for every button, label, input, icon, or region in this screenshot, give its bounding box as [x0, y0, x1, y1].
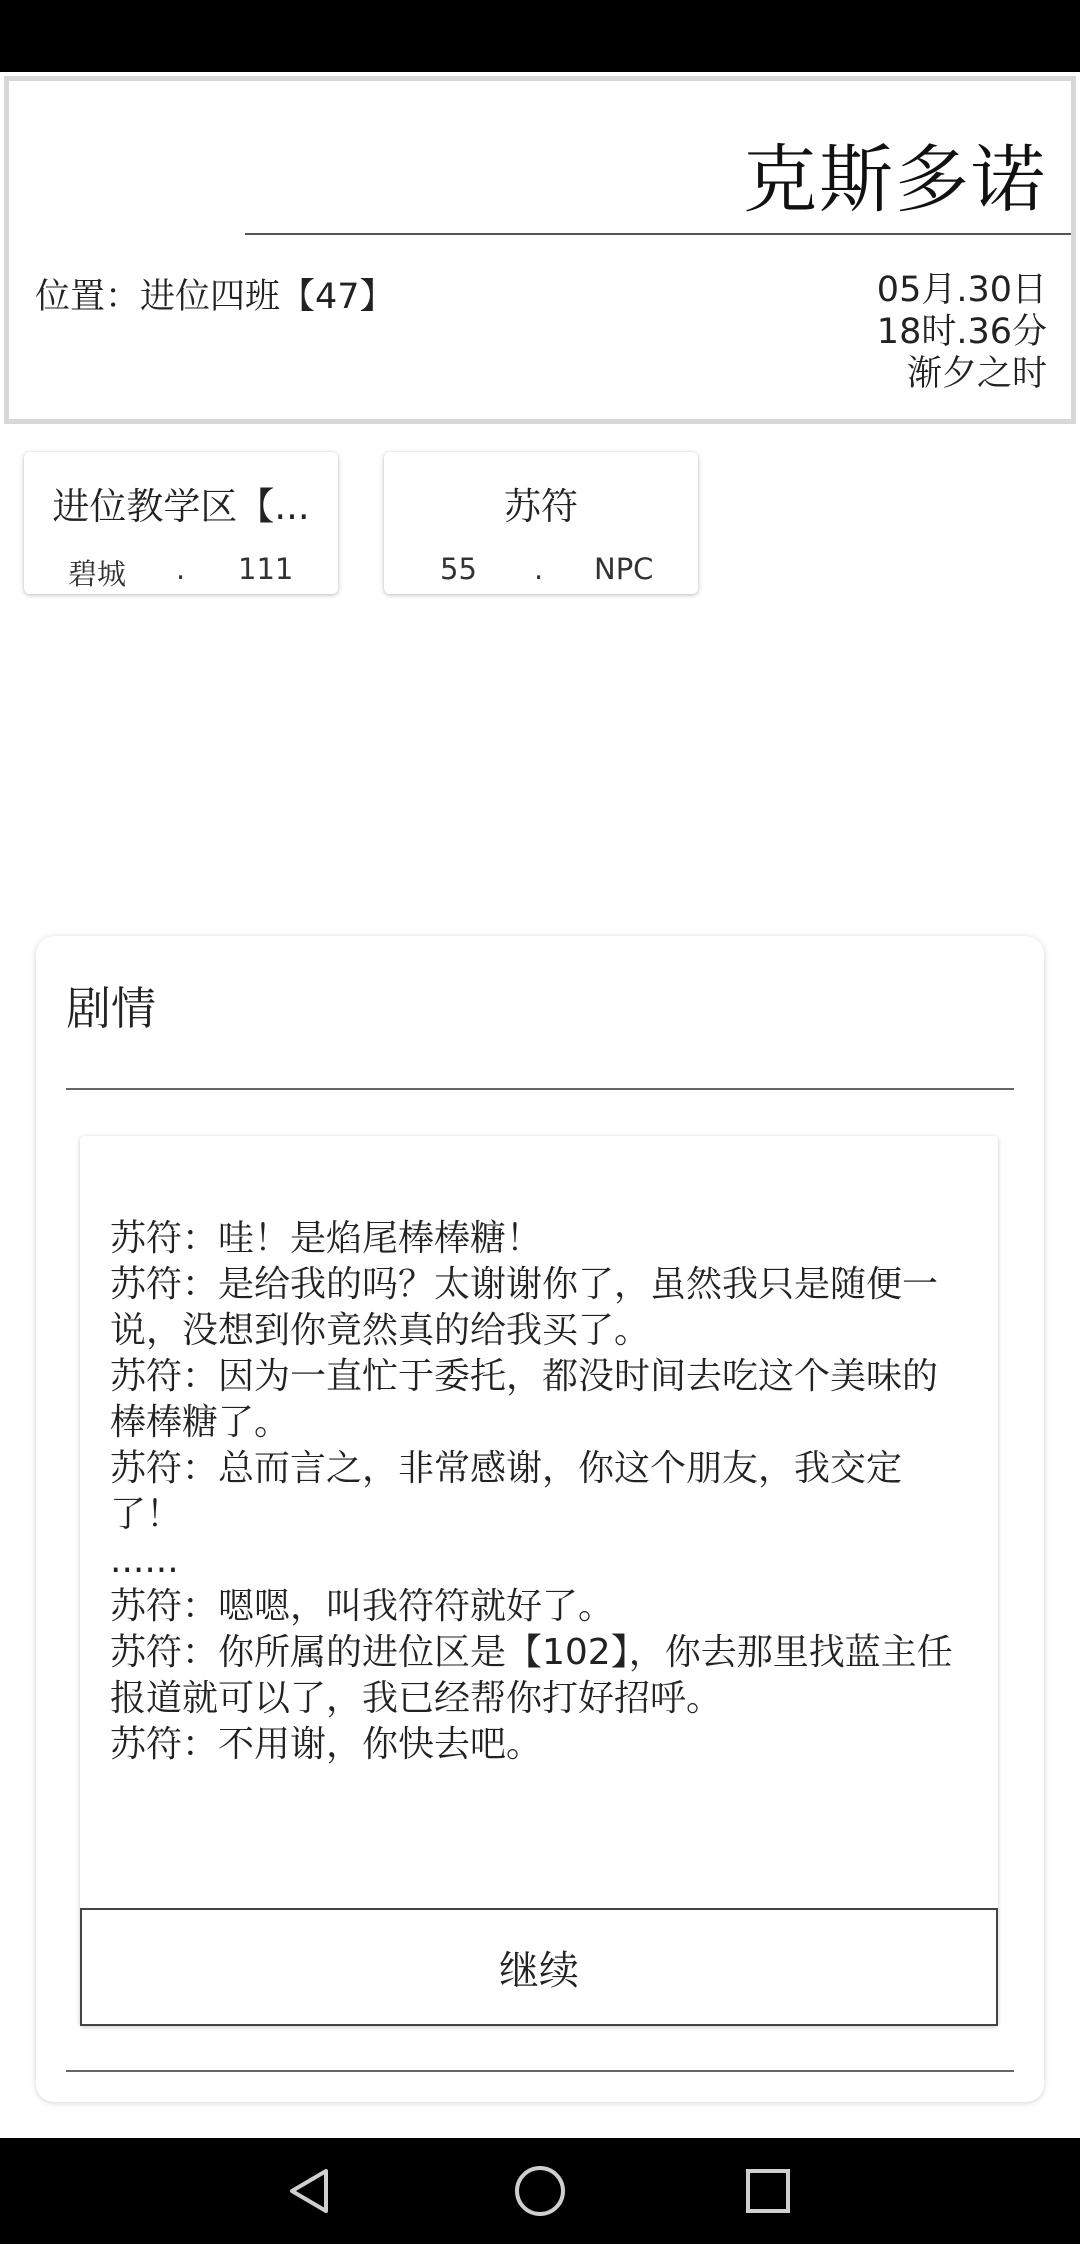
- home-button[interactable]: [480, 2138, 600, 2244]
- home-circle-icon: [512, 2163, 568, 2219]
- title-divider: [245, 233, 1071, 235]
- location-card[interactable]: [24, 452, 338, 594]
- recents-square-icon: [743, 2166, 793, 2216]
- story-divider-top: [66, 1088, 1014, 1090]
- card-stat-separator: .: [534, 552, 544, 586]
- dialogue-box[interactable]: [80, 1136, 998, 2026]
- card-name: 进位教学区【...: [52, 485, 310, 528]
- dialogue-line: 苏符：你所属的进位区是【102】，你去那里找蓝主任报道就可以了，我已经帮你打好招呼。: [110, 1632, 953, 1719]
- card-name: 苏符: [504, 485, 578, 528]
- dialogue-line: ......: [110, 1540, 179, 1581]
- period-label: 渐夕之时: [906, 354, 1047, 394]
- story-title: 剧情: [66, 982, 157, 1035]
- story-divider-bottom: [66, 2070, 1014, 2072]
- datetime-block: [877, 269, 1047, 395]
- dialogue-line: 苏符：因为一直忙于委托，都没时间去吃这个美味的棒棒糖了。: [110, 1356, 939, 1443]
- dialogue-line: 苏符：不用谢，你快去吧。: [110, 1724, 543, 1765]
- recents-button[interactable]: [708, 2138, 828, 2244]
- card-stat-right: NPC: [594, 552, 654, 586]
- card-stat-left: 碧城: [68, 557, 127, 591]
- time-label: 18时.36分: [876, 312, 1047, 352]
- back-button[interactable]: [250, 2138, 370, 2244]
- character-card[interactable]: [384, 452, 698, 594]
- dialogue-line: 苏符：总而言之，非常感谢，你这个朋友，我交定了！: [110, 1448, 903, 1535]
- card-stat-left: 55: [440, 552, 477, 586]
- card-stat-right: 111: [238, 552, 294, 586]
- card-stats: [24, 552, 338, 591]
- navigation-bar: [0, 2138, 1080, 2244]
- card-stats: [384, 552, 698, 586]
- card-stat-separator: .: [176, 552, 186, 586]
- location-label: 位置：进位四班【47】: [35, 277, 395, 317]
- story-panel: [36, 936, 1044, 2102]
- dialogue-line: 苏符：嗯嗯，叫我符符就好了。: [110, 1586, 615, 1627]
- status-bar: [0, 0, 1080, 72]
- dialogue-line: 苏符：是给我的吗？太谢谢你了，虽然我只是随便一说，没想到你竟然真的给我买了。: [110, 1264, 939, 1351]
- back-triangle-icon: [284, 2165, 336, 2217]
- date-label: 05月.30日: [876, 270, 1047, 310]
- dialogue-text: [110, 1216, 972, 1768]
- dialogue-line: 苏符：哇！是焰尾棒棒糖！: [110, 1218, 543, 1259]
- game-title: 克斯多诺: [743, 137, 1047, 223]
- continue-button[interactable]: 继续: [80, 1908, 998, 2026]
- header-card: [4, 76, 1076, 424]
